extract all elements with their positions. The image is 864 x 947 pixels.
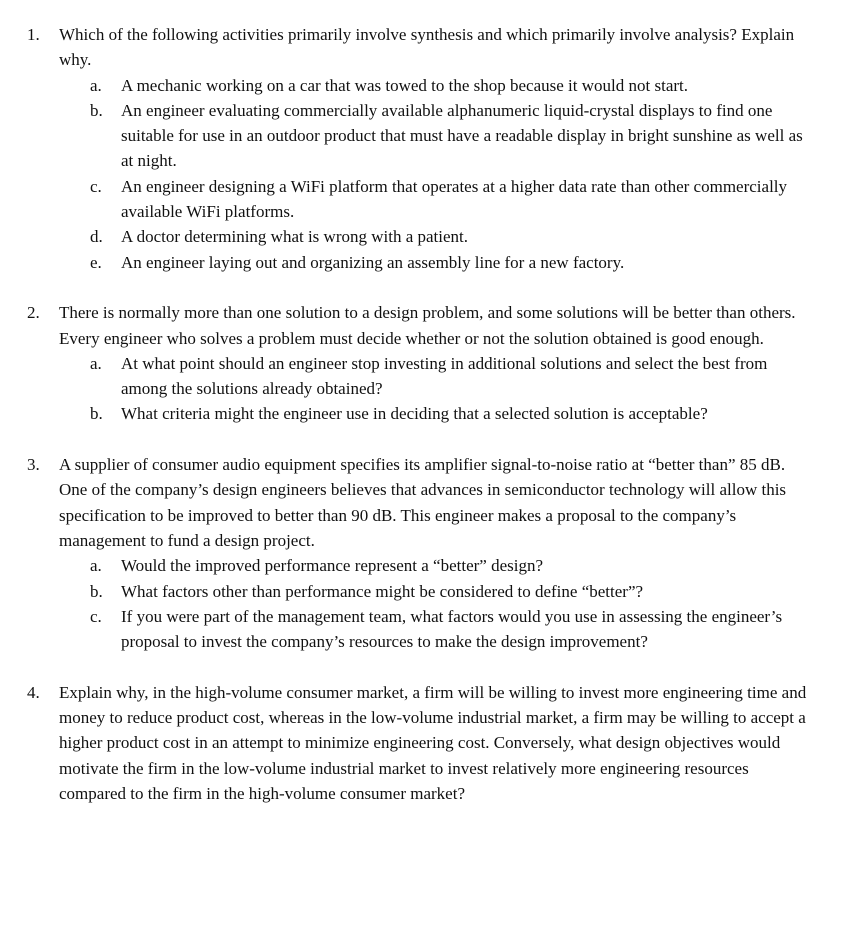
question-number: 4. <box>27 682 40 702</box>
question-number: 2. <box>27 303 40 323</box>
sub-question <box>59 174 811 225</box>
sub-question <box>59 553 811 578</box>
sub-question-text: At what point should an engineer stop investing in additional solutions and select the best from among the solutions already obtained? <box>121 353 768 399</box>
question-4 <box>0 680 809 806</box>
sub-question-text: An engineer laying out and organizing an assembly line for a new factory. <box>121 252 625 272</box>
question-text: There is normally more than one solution to a design problem, and some solutions will be better than others. Every engineer who solves a problem must decide whether or not the solution obtained is good enough. <box>59 303 796 348</box>
sub-question-letter: b. <box>90 100 103 120</box>
sub-question-letter: b. <box>90 581 103 601</box>
sub-question-letter: e. <box>90 252 102 272</box>
question-text: Which of the following activities primarily involve synthesis and which primarily involve analysis? Explain why. <box>59 25 795 70</box>
sub-question-letter: a. <box>90 556 102 576</box>
sub-question-letter: a. <box>90 75 102 95</box>
question-1 <box>0 22 809 275</box>
sub-question-letter: d. <box>90 227 103 247</box>
sub-question-text: What criteria might the engineer use in deciding that a selected solution is acceptable? <box>121 404 708 424</box>
sub-question-letter: b. <box>90 404 103 424</box>
sub-question-text: An engineer evaluating commercially available alphanumeric liquid-crystal displays to find one suitable for use in an outdoor product that must have a readable display in bright sunshine as well as at night. <box>121 100 803 171</box>
sub-question <box>59 98 811 174</box>
sub-question-text: Would the improved performance represent a “better” design? <box>121 556 544 576</box>
question-number: 3. <box>27 455 40 475</box>
sub-question <box>59 351 811 402</box>
sub-question <box>59 224 811 249</box>
sub-question <box>59 401 811 426</box>
sub-question-text: What factors other than performance might be considered to define “better”? <box>121 581 644 601</box>
sub-question <box>59 579 811 604</box>
question-2 <box>0 300 809 426</box>
document-page <box>0 22 864 806</box>
sub-question-text: If you were part of the management team, what factors would you use in assessing the engineer’s proposal to invest the company’s resources to make the design improvement? <box>121 606 783 652</box>
question-text: Explain why, in the high-volume consumer market, a firm will be willing to invest more engineering time and money to reduce product cost, whereas in the low-volume industrial market, a firm may be willing to accept a higher product cost in an attempt to minimize engineering cost. Conversely, what design objectives would motivate the firm in the low-volume industrial market to invest relatively more engineering resources compared to the firm in the high-volume consumer market? <box>59 682 807 803</box>
sub-question <box>59 250 811 275</box>
sub-question <box>59 604 811 655</box>
question-3 <box>0 452 809 654</box>
sub-question-text: A doctor determining what is wrong with a patient. <box>121 227 469 247</box>
sub-question-text: A mechanic working on a car that was towed to the shop because it would not start. <box>121 75 688 95</box>
sub-question-letter: a. <box>90 353 102 373</box>
sub-question-letter: c. <box>90 176 102 196</box>
sub-question-text: An engineer designing a WiFi platform that operates at a higher data rate than other commercially available WiFi platforms. <box>121 176 788 222</box>
question-number: 1. <box>27 25 40 44</box>
question-text: A supplier of consumer audio equipment specifies its amplifier signal-to-noise ratio at “better than” 85 dB. One of the company’s design engineers believes that advances in semiconductor technology will allow this specification to be improved to better than 90 dB. This engineer makes a proposal to the company’s management to fund a design project. <box>59 455 787 550</box>
sub-question <box>59 73 811 98</box>
sub-question-letter: c. <box>90 606 102 626</box>
